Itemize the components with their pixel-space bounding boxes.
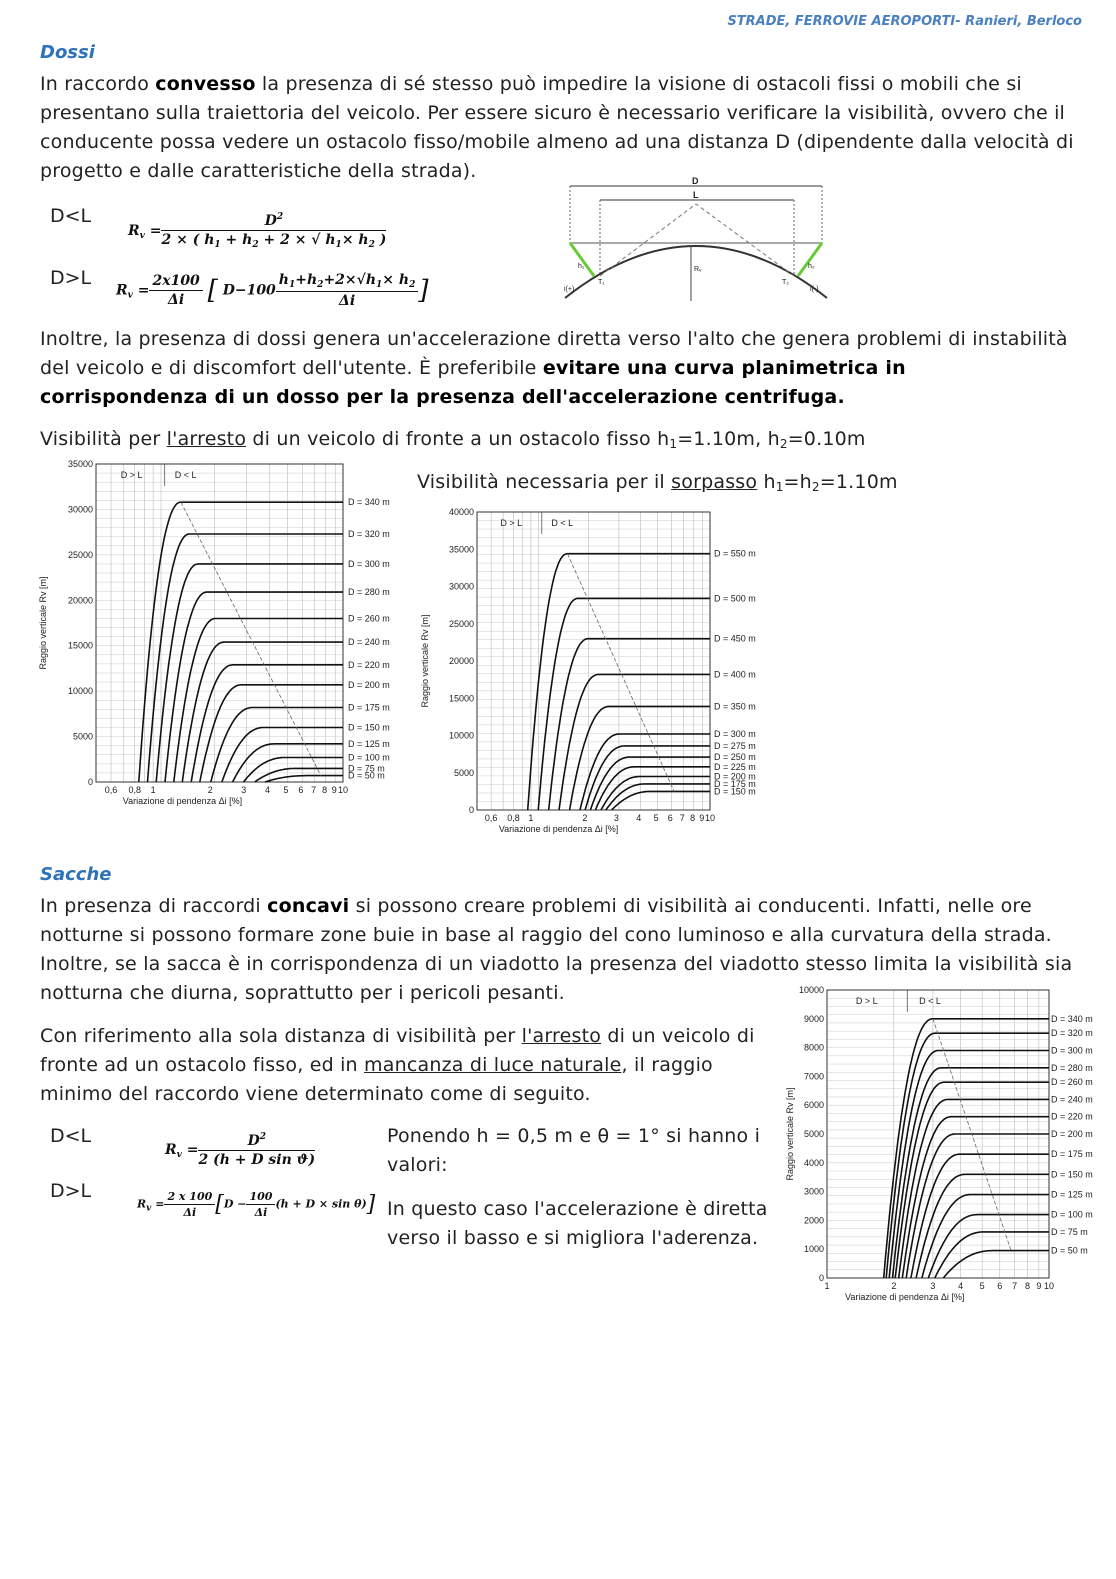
series-curve (182, 642, 343, 782)
formula-sacche-d-greater-l: $R_v$ = $\frac{2 x 100}{\Delta i}$ [D − $\frac{100}{\Delta i}$ (h + D × sin θ)] (137, 1190, 376, 1219)
formula-dossi-d-less-l: $R_v$ = $\frac{D^2}{2 \times ( h_1 + h_2 + 2 \times √ h_1\times h_2 )}$ (128, 212, 387, 250)
sacche-paragraph-3: Ponendo h = 0,5 m e θ = 1° si hanno i valori: (387, 1125, 761, 1176)
diagram-label-d: D (692, 176, 699, 186)
y-tick-label: 5000 (453, 767, 474, 778)
caption-arresto: Visibilità per l'arresto di un veicolo di fronte a un ostacolo fisso $h_1=1.10m$, $h_2=0.10m$ (40, 428, 866, 451)
text-span: Inoltre, la presenza di dossi genera un'accelerazione diretta verso l'alto che genera problemi di instabilità del veicolo e di discomfort dell'utente. È preferibile (40, 328, 1068, 379)
series-label: D = 150 m (348, 722, 390, 733)
series-curve (595, 767, 710, 810)
y-axis-label: Raggio verticale Rv [m] (785, 1087, 795, 1181)
boundary-line (181, 502, 321, 775)
x-tick-label: 0,6 (484, 813, 498, 823)
dossi-paragraph-2 (40, 325, 1080, 412)
text-span: Con riferimento alla sola distanza di visibilità per (40, 1025, 522, 1047)
diagram-label-h1: h₁ (578, 263, 585, 270)
caption-sorpasso: Visibilità necessaria per il sorpasso $h_1=h_2=1.10m$ (417, 471, 898, 494)
series-curve (928, 1215, 1049, 1278)
x-tick-label: 2 (891, 1281, 897, 1291)
x-tick-label: 0,6 (104, 785, 118, 795)
region-label: D > L (500, 518, 523, 528)
y-tick-label: 4000 (803, 1157, 824, 1168)
series-label: D = 200 m (348, 679, 390, 690)
text-span: di un veicolo di fronte a un ostacolo fisso h (246, 428, 670, 450)
series-label: D = 125 m (1051, 1189, 1093, 1200)
formula-dossi-d-greater-l: $R_v$ = $\frac{2x100}{\Delta i}$ [ D−100 $\frac{h_1+h_2+2\times√h_1\times h_2}{\Delta i}$ ] (116, 272, 429, 309)
series-label: D = 450 m (714, 633, 756, 644)
series-label: D = 300 m (348, 558, 390, 569)
y-tick-label: 15000 (448, 693, 474, 704)
y-tick-label: 3000 (803, 1186, 824, 1197)
y-tick-label: 5000 (803, 1129, 824, 1139)
text-span: =1.10m, h (677, 428, 780, 450)
section-title-dossi: Dossi (40, 42, 95, 63)
series-label: D = 320 m (1051, 1028, 1093, 1039)
diagram-label-t2: T₂ (782, 279, 789, 286)
x-tick-label: 7 (1012, 1281, 1018, 1291)
bold-term: concavi (267, 895, 350, 917)
diagram-label-i2: i(-) (810, 286, 819, 293)
y-tick-label: 25000 (448, 618, 474, 629)
text-span: Visibilità per (40, 428, 167, 450)
boundary-line (567, 554, 674, 792)
series-label: D = 340 m (1051, 1013, 1093, 1024)
x-tick-label: 4 (636, 813, 642, 823)
series-label: D = 280 m (1051, 1062, 1093, 1073)
x-tick-label: 6 (298, 785, 304, 795)
region-label: D < L (174, 470, 197, 480)
series-label: D = 100 m (1051, 1209, 1093, 1220)
height-h1 (570, 243, 594, 276)
x-axis-label: Variazione di pendenza Δi [%] (122, 796, 243, 806)
x-tick-label: 0,8 (128, 785, 142, 795)
height-h2 (798, 243, 822, 276)
series-label: D = 220 m (348, 659, 390, 670)
y-axis-label: Raggio verticale Rv [m] (420, 614, 430, 708)
label-sacche-d-less-l: D<L (50, 1125, 92, 1147)
series-label: D = 100 m (348, 752, 390, 763)
series-curve (943, 1251, 1049, 1278)
x-tick-label: 8 (1024, 1281, 1030, 1291)
bold-term: convesso (155, 73, 256, 95)
y-tick-label: 5000 (72, 731, 93, 742)
y-axis-label: Raggio verticale Rv [m] (38, 576, 48, 670)
x-tick-label: 10 (704, 813, 716, 823)
y-tick-label: 0 (87, 777, 93, 787)
x-tick-label: 5 (979, 1281, 985, 1291)
series-label: D = 125 m (348, 738, 390, 749)
chart-arresto-sacche (785, 982, 1100, 1307)
x-axis-label: Variazione di pendenza Δi [%] (498, 824, 619, 834)
x-tick-label: 7 (311, 785, 317, 795)
series-label: D = 200 m (1051, 1129, 1093, 1139)
text-span: =0.10m (787, 428, 866, 450)
formula-sacche-d-less-l: $R_v$ = $\frac{D^2}{\text{2 (h + D sin ϑ)}}$ (165, 1132, 316, 1168)
label-d-greater-l: D>L (50, 267, 92, 289)
series-label: D = 175 m (714, 778, 756, 789)
region-label: D < L (551, 518, 574, 528)
series-label: D = 400 m (714, 669, 756, 680)
y-tick-label: 2000 (803, 1215, 824, 1226)
convex-curve-diagram (560, 176, 830, 306)
section-title-sacche: Sacche (40, 864, 112, 885)
region-label: D > L (120, 470, 143, 480)
x-tick-label: 1 (824, 1281, 830, 1291)
text-span: di un veicolo di fronte ad un ostacolo fisso, ed in (40, 1025, 755, 1076)
page-header: STRADE, FERROVIE AEROPORTI- Ranieri, Berloco (727, 14, 1082, 29)
series-curve (165, 592, 343, 782)
x-tick-label: 10 (337, 785, 349, 795)
x-axis-label: Variazione di pendenza Δi [%] (844, 1292, 965, 1302)
text-span: In presenza di raccordi (40, 895, 268, 917)
y-tick-label: 35000 (67, 459, 93, 469)
x-tick-label: 9 (699, 813, 705, 823)
y-tick-label: 25000 (67, 549, 93, 560)
y-tick-label: 15000 (67, 640, 93, 651)
x-tick-label: 2 (207, 785, 213, 795)
y-tick-label: 30000 (448, 581, 474, 592)
series-label: D = 220 m (1051, 1111, 1093, 1122)
y-tick-label: 1000 (803, 1244, 824, 1255)
series-label: D = 225 m (714, 761, 756, 772)
x-tick-label: 3 (613, 813, 619, 823)
series-label: D = 200 m (714, 771, 756, 782)
x-tick-label: 3 (930, 1281, 936, 1291)
y-tick-label: 20000 (448, 656, 474, 666)
y-tick-label: 9000 (803, 1013, 824, 1024)
y-tick-label: 0 (468, 805, 474, 815)
x-tick-label: 9 (331, 785, 337, 795)
y-tick-label: 0 (818, 1273, 824, 1283)
chart-sorpasso-dossi (420, 502, 765, 842)
underlined-term: mancanza di luce naturale (364, 1054, 622, 1076)
diagram-label-t1: T₁ (598, 279, 605, 286)
text-span: =h (783, 471, 812, 493)
series-label: D = 320 m (348, 528, 390, 539)
x-tick-label: 10 (1043, 1281, 1055, 1291)
text-span: , il raggio minimo del raccordo viene determinato come di seguito. (40, 1054, 713, 1105)
label-d-less-l: D<L (50, 205, 92, 227)
diagram-label-rv: Rᵥ (694, 266, 702, 273)
series-label: D = 350 m (714, 701, 756, 712)
series-label: D = 175 m (348, 702, 390, 713)
series-curve (559, 674, 710, 810)
y-tick-label: 20000 (67, 595, 93, 606)
x-tick-label: 5 (653, 813, 659, 823)
text-span: si possono creare problemi di visibilità ai conducenti. Infatti, nelle ore notturne si possono formare zone buie in base al raggio del cono luminoso e alla curvatura della strada. Inoltre, se la sacca è in corrispondenza di un viadotto la presenza del viadotto stesso limita la visibilità sia notturna che diurna, soprattutto per i pericoli pesanti. (40, 895, 1073, 1004)
series-curve (606, 784, 710, 810)
series-curve (889, 1051, 1049, 1279)
series-label: D = 75 m (348, 763, 385, 774)
text-span: h (757, 471, 776, 493)
diagram-label-i1: i(+) (564, 286, 575, 293)
x-tick-label: 2 (582, 813, 588, 823)
region-label: D < L (919, 996, 941, 1006)
text-span: Visibilità necessaria per il (417, 471, 672, 493)
series-curve (911, 1154, 1049, 1278)
x-tick-label: 7 (679, 813, 685, 823)
plot-frame (96, 464, 343, 782)
label-sacche-d-greater-l: D>L (50, 1180, 92, 1202)
sacche-paragraph-4: In questo caso l'accelerazione è diretta verso il basso e si migliora l'aderenza. (387, 1198, 768, 1249)
series-label: D = 260 m (348, 613, 390, 624)
x-tick-label: 8 (690, 813, 696, 823)
y-tick-label: 6000 (803, 1100, 824, 1111)
series-label: D = 240 m (1051, 1094, 1093, 1105)
series-curve (244, 758, 344, 783)
y-tick-label: 30000 (67, 504, 93, 515)
diagram-label-l: L (693, 190, 699, 200)
series-label: D = 280 m (348, 587, 390, 598)
x-tick-label: 5 (283, 785, 289, 795)
y-tick-label: 8000 (803, 1042, 824, 1053)
series-label: D = 250 m (714, 752, 756, 763)
series-curve (886, 1033, 1049, 1278)
series-label: D = 75 m (1051, 1226, 1088, 1237)
series-label: D = 550 m (714, 548, 756, 559)
y-tick-label: 10000 (67, 686, 93, 697)
x-tick-label: 8 (322, 785, 328, 795)
series-label: D = 500 m (714, 593, 756, 604)
text-span: =1.10m (819, 471, 898, 493)
y-tick-label: 10000 (448, 730, 474, 741)
series-curve (935, 1232, 1049, 1278)
x-tick-label: 0,8 (507, 813, 520, 823)
text-span: la presenza di sé stesso può impedire la visione di ostacoli fissi o mobili che si presentano sulla traiettoria del veicolo. Per essere sicuro è necessario verificare la visibilità, ovvero che il conducente possa vedere un ostacolo fisso/mobile almeno ad una distanza D (dipendente dalla velocità di progetto e dalle caratteristiche della strada). (40, 73, 1074, 182)
series-label: D = 340 m (348, 497, 390, 508)
x-tick-label: 4 (264, 785, 270, 795)
series-label: D = 50 m (348, 770, 385, 781)
x-tick-label: 3 (241, 785, 247, 795)
underlined-term: l'arresto (521, 1025, 602, 1047)
y-tick-label: 10000 (798, 985, 824, 995)
series-label: D = 150 m (1051, 1169, 1093, 1180)
diagram-label-h2: h₂ (808, 263, 815, 270)
chart-arresto-dossi (38, 456, 400, 812)
x-tick-label: 6 (997, 1281, 1003, 1291)
series-label: D = 175 m (1051, 1149, 1093, 1160)
x-tick-label: 1 (150, 785, 156, 795)
series-label: D = 275 m (714, 740, 756, 751)
x-tick-label: 4 (958, 1281, 964, 1291)
series-label: D = 240 m (348, 637, 390, 648)
region-label: D > L (855, 996, 878, 1006)
x-tick-label: 6 (667, 813, 673, 823)
series-curve (612, 791, 710, 810)
y-tick-label: 7000 (803, 1071, 824, 1082)
x-tick-label: 9 (1036, 1281, 1042, 1291)
series-curve (148, 534, 344, 782)
series-curve (265, 776, 343, 782)
series-label: D = 260 m (1051, 1077, 1093, 1088)
sacche-paragraph-2 (40, 1022, 760, 1109)
bold-statement: evitare una curva planimetrica in corrispondenza di un dosso per la presenza dell'accelerazione centrifuga. (40, 357, 906, 408)
underlined-term: l'arresto (166, 428, 247, 450)
y-tick-label: 40000 (448, 507, 474, 517)
series-label: D = 50 m (1051, 1245, 1088, 1256)
y-tick-label: 35000 (448, 544, 474, 555)
text-span: In raccordo (40, 73, 156, 95)
series-label: D = 300 m (714, 729, 756, 740)
series-curve (916, 1174, 1049, 1278)
series-curve (200, 685, 343, 782)
x-tick-label: 1 (528, 813, 534, 823)
underlined-term: sorpasso (671, 471, 758, 493)
series-label: D = 150 m (714, 786, 756, 797)
series-label: D = 300 m (1051, 1045, 1093, 1056)
dossi-paragraph-1 (40, 70, 1080, 186)
